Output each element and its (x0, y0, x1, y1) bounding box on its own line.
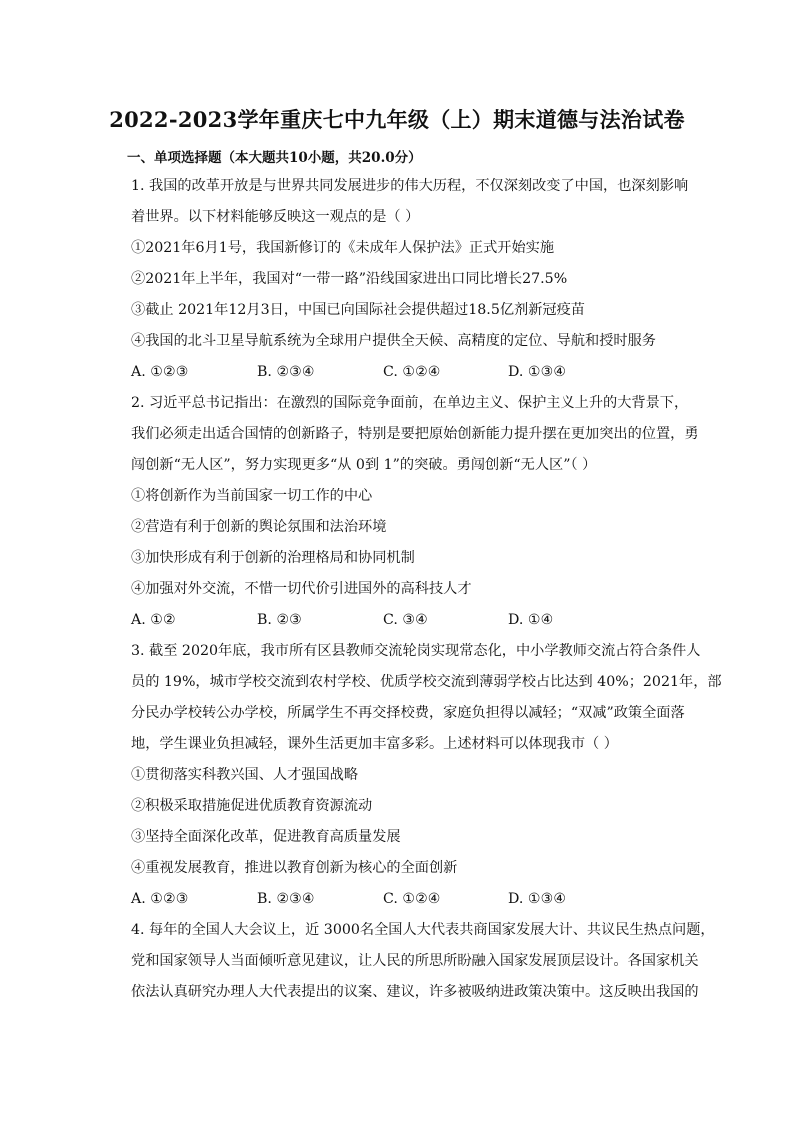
option-item: ④我国的北斗卫星导航系统为全球用户提供全天候、高精度的定位、导航和授时服务 (131, 333, 656, 349)
option-item: ②积极采取措施促进优质教育资源流动 (131, 798, 373, 814)
question-stem-line: 着世界。以下材料能够反映这一观点的是（ ） (131, 209, 420, 225)
question-2 (131, 389, 699, 637)
question-stem-line: 依法认真研究办理人大代表提出的议案、建议，许多被吸纳进政策决策中。这反映出我国的 (131, 984, 699, 1000)
question-stem-line: 4. 每年的全国人大会议上，近 3000名全国人大代表共商国家发展大计、共议民生热点问题， (131, 922, 715, 938)
answer-choices (131, 885, 691, 916)
question-list (131, 172, 722, 1009)
option-item: ②2021年上半年，我国对“一带一路”沿线国家进出口同比增长27.5% (131, 271, 568, 287)
question-stem-line: 2. 习近平总书记指出：在激烈的国际竞争面前，在单边主义、保护主义上升的大背景下， (131, 395, 689, 411)
answer-choices (131, 606, 691, 637)
exam-title: 2022-2023学年重庆七中九年级（上）期末道德与法治试卷 (109, 107, 685, 132)
choice-b: B. ②③④ (257, 891, 315, 907)
question-stem-line: 1. 我国的改革开放是与世界共同发展进步的伟大历程，不仅深刻改变了中国，也深刻影响 (131, 178, 689, 194)
answer-choices (131, 358, 691, 389)
choice-a: A. ①②③ (131, 364, 189, 380)
choice-c: C. ①②④ (383, 364, 441, 380)
section-heading: 一、单项选择题（本大题共10小题，共20.0分） (127, 150, 422, 166)
choice-a: A. ①②③ (131, 891, 189, 907)
option-item: ④重视发展教育，推进以教育创新为核心的全面创新 (131, 860, 458, 876)
question-4 (131, 916, 715, 1009)
question-stem-line: 3. 截至 2020年底，我市所有区县教师交流轮岗实现常态化，中小学教师交流占符合条件人 (131, 643, 701, 659)
choice-d: D. ①④ (508, 612, 554, 628)
choice-d: D. ①③④ (508, 891, 567, 907)
question-stem-line: 地，学生课业负担减轻，课外生活更加丰富多彩。上述材料可以体现我市（ ） (131, 736, 618, 752)
choice-a: A. ①② (131, 612, 176, 628)
option-item: ①2021年6月1号，我国新修订的《未成年人保护法》正式开始实施 (131, 240, 555, 256)
question-stem-line: 员的 19%，城市学校交流到农村学校、优质学校交流到薄弱学校占比达到 40%；2021年，部 (131, 674, 722, 690)
question-stem-line: 党和国家领导人当面倾听意见建议，让人民的所思所盼融入国家发展顶层设计。各国家机关 (131, 953, 699, 969)
option-item: ①将创新作为当前国家一切工作的中心 (131, 488, 373, 504)
question-stem-line: 分民办学校转公办学校，所属学生不再交择校费，家庭负担得以减轻；“双减”政策全面落 (131, 705, 685, 721)
choice-d: D. ①③④ (508, 364, 567, 380)
choice-b: B. ②③④ (257, 364, 315, 380)
option-item: ③截止 2021年12月3日，中国已向国际社会提供超过18.5亿剂新冠疫苗 (131, 302, 585, 318)
option-item: ②营造有利于创新的舆论氛围和法治环境 (131, 519, 387, 535)
question-1 (131, 172, 691, 389)
question-3 (131, 637, 722, 916)
question-stem-line: 我们必须走出适合国情的创新路子，特别是要把原始创新能力提升摆在更加突出的位置，勇 (131, 426, 699, 442)
option-item: ④加强对外交流，不惜一切代价引进国外的高科技人才 (131, 581, 472, 597)
choice-c: C. ③④ (383, 612, 428, 628)
option-item: ①贯彻落实科教兴国、人才强国战略 (131, 767, 359, 783)
question-stem-line: 闯创新“无人区”，努力实现更多“从 0到 1”的突破。勇闯创新“无人区”（ ） (131, 457, 597, 473)
option-item: ③坚持全面深化改革，促进教育高质量发展 (131, 829, 401, 845)
choice-b: B. ②③ (257, 612, 302, 628)
choice-c: C. ①②④ (383, 891, 441, 907)
option-item: ③加快形成有利于创新的治理格局和协同机制 (131, 550, 415, 566)
